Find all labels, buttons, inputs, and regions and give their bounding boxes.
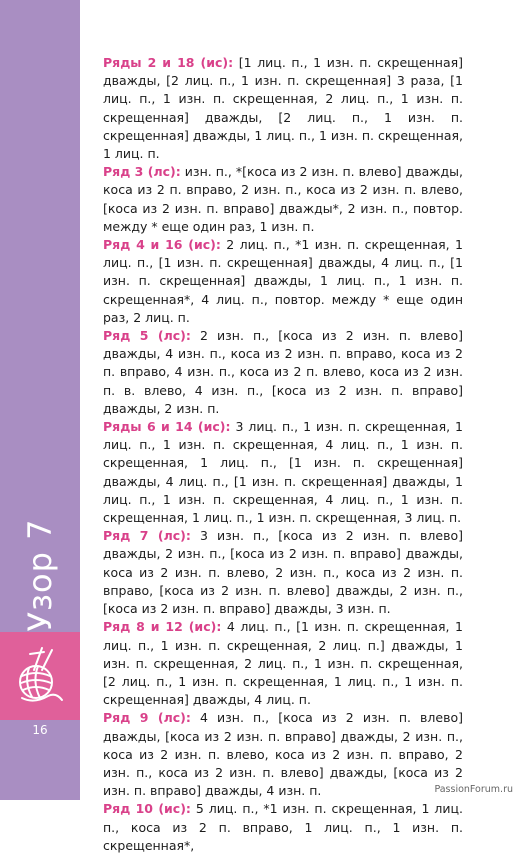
pattern-title: Узор 7 — [21, 518, 59, 632]
row-label: Ряд 9 (лс): — [103, 710, 191, 726]
row-label: Ряд 7 (лс): — [103, 528, 191, 544]
row-text: 3 лиц. п., 1 изн. п. скрещенная, 1 лиц. п., 1 изн. п. скрещенная, 4 лиц. п., 1 изн. п. скрещенная, 1 лиц. п., [1 изн. п. скрещенная] дважды, 4 лиц. п., [1 изн. п. скрещенная] дважды, 1 лиц. п., 1 изн. п. скрещенная, 4 лиц. п., 1 изн. п. скрещенная, 1 лиц. п., 1 изн. п. скрещенная, 3 лиц. п. — [103, 419, 464, 526]
row-instruction — [103, 800, 463, 855]
row-text: [1 лиц. п., 1 изн. п. скрещенная] дважды, [2 лиц. п., 1 изн. п. скрещенная] 3 раза, [1 лиц. п., 1 изн. п. скрещенная, 2 лиц. п., 1 изн. п. скрещенная] дважды, [2 лиц. п., 1 изн. п. скрещенная] дважды, 1 лиц. п., 1 изн. п. скрещенная, 1 лиц. п. — [103, 55, 464, 162]
row-instruction — [103, 327, 463, 418]
pattern-instructions — [103, 54, 463, 855]
row-label: Ряд 5 (лс): — [103, 328, 191, 344]
row-text: изн. п., *[коса из 2 изн. п. влево] дважды, коса из 2 п. вправо, 2 изн. п., коса из 2 изн. п. влево, [коса из 2 изн. п. вправо] дважды*, 2 изн. п., повтор. между * еще один раз, 1 изн. п. — [103, 164, 463, 234]
row-text: 3 изн. п., [коса из 2 изн. п. влево] дважды, 2 изн. п., [коса из 2 изн. п. вправо] дважды, коса из 2 изн. п. влево, 2 изн. п., коса из 2 изн. п. вправо, [коса из 2 изн. п. влево] дважды, 2 изн. п., [коса из 2 изн. п. вправо] дважды, 3 изн. п. — [103, 528, 463, 617]
row-label: Ряд 4 и 16 (ис): — [103, 237, 221, 253]
row-instruction — [103, 527, 463, 618]
row-instruction — [103, 618, 463, 709]
row-instruction — [103, 54, 463, 163]
row-instruction — [103, 709, 463, 800]
row-label: Ряд 3 (лс): — [103, 164, 181, 180]
row-label: Ряд 8 и 12 (ис): — [103, 619, 222, 635]
row-label: Ряды 2 и 18 (ис): — [103, 55, 234, 70]
row-instruction — [103, 236, 463, 327]
yarn-ball-icon — [12, 644, 68, 710]
row-instruction — [103, 418, 463, 527]
page-number: 16 — [32, 723, 48, 737]
row-text: 2 изн. п., [коса из 2 изн. п. влево] дважды, 4 изн. п., коса из 2 изн. п. вправо, коса из 2 п. вправо, 4 изн. п., коса из 2 п. влево, коса из 2 изн. п. в. влево, 4 изн. п., [коса из 2 изн. п. вправо] дважды, 2 изн. п. — [103, 328, 463, 416]
row-instruction — [103, 163, 463, 236]
row-text: 2 лиц. п., *1 изн. п. скрещенная, 1 лиц. п., [1 изн. п. скрещенная] дважды, 4 лиц. п., [1 изн. п. скрещенная] дважды, 1 лиц. п., 1 изн. п. скрещенная*, 4 лиц. п., повтор. между * еще один раз, 2 лиц. п. — [103, 237, 463, 325]
row-text: 5 лиц. п., *1 изн. п. скрещенная, 1 лиц. п., коса из 2 п. вправо, 1 лиц. п., 1 изн. п. скрещенная*, — [103, 801, 463, 853]
watermark: PassionForum.ru — [434, 784, 513, 795]
row-label: Ряды 6 и 14 (ис): — [103, 419, 231, 435]
row-text: 4 изн. п., [коса из 2 изн. п. влево] дважды, [коса из 2 изн. п. вправо] дважды, 2 изн. п., коса из 2 изн. п. влево, коса из 2 изн. п. вправо, 2 изн. п., коса из 2 изн. п. влево] дважды, [коса из 2 изн. п. вправо] дважды, 4 изн. п. — [103, 710, 463, 799]
row-text: 4 лиц. п., [1 изн. п. скрещенная, 1 лиц. п., 1 изн. п. скрещенная, 2 лиц. п.] дважды, 1 изн. п. скрещенная, 2 лиц. п., 1 изн. п. скрещенная, [2 лиц. п., 1 изн. п. скрещенная, 1 лиц. п., 1 изн. п. скрещенная] дважды, 4 лиц. п. — [103, 619, 464, 708]
row-label: Ряд 10 (ис): — [103, 801, 191, 817]
